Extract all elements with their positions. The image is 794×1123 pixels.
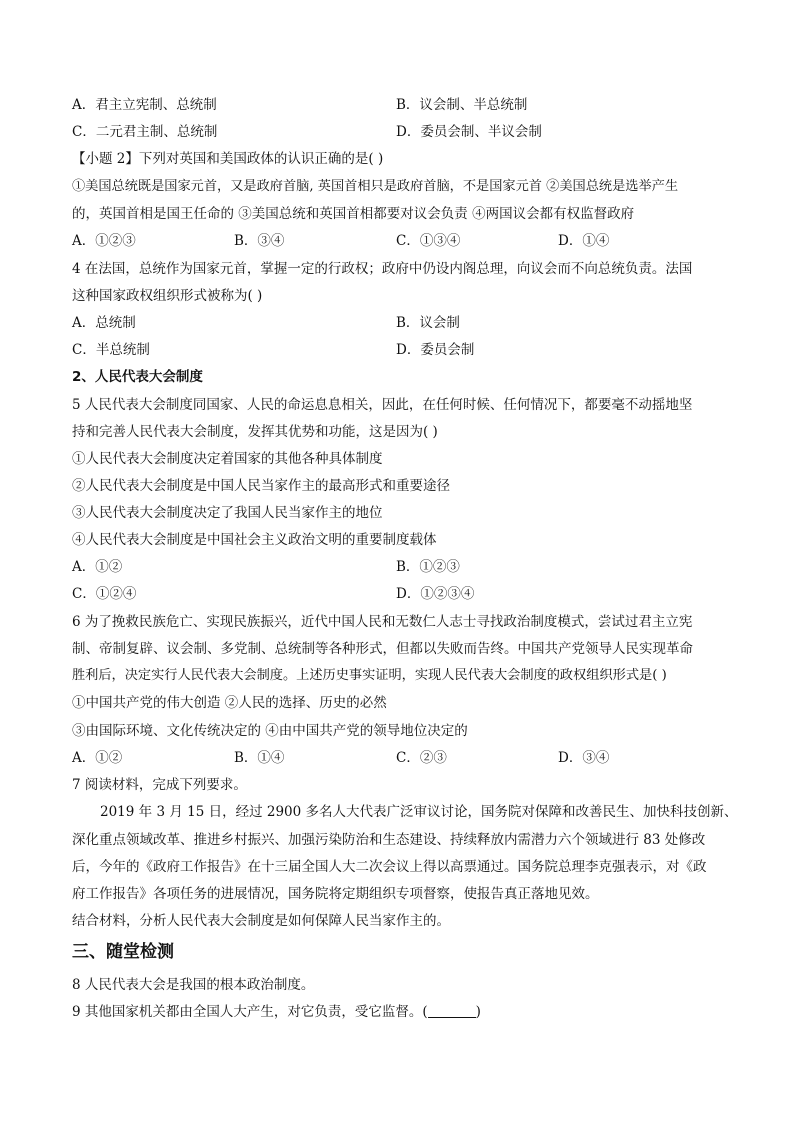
q4-option-b[interactable]: B．议会制 — [396, 315, 460, 331]
q9-answer-blank[interactable] — [428, 1004, 476, 1018]
q9-close-paren: ) — [475, 1004, 481, 1020]
q5-statement: ③人民代表大会制度决定了我国人民当家作主的地位 — [72, 505, 383, 521]
q7-requirement: 结合材料，分析人民代表大会制度是如何保障人民当家作主的。 — [72, 913, 450, 929]
q3b-option-d[interactable]: D．①④ — [558, 233, 610, 249]
q3b-statement-line: ①美国总统既是国家元首，又是政府首脑, 英国首相只是政府首脑，不是国家元首 ②美国总统是选举产生 — [72, 179, 679, 194]
q7-material-line: 府工作报告》各项任务的进展情况，国务院将定期组织专项督察，使报告真正落地见效。 — [72, 886, 599, 902]
q3b-stem: 【小题 2】下列对英国和美国政体的认识正确的是( ) — [72, 151, 384, 167]
q8-statement: 8 人民代表大会是我国的根本政治制度。 — [72, 977, 315, 993]
q6-statement: ③由国际环境、文化传统决定的 ④由中国共产党的领导地位决定的 — [72, 723, 468, 739]
q4-option-c[interactable]: C．半总统制 — [72, 342, 150, 358]
q7-material-line: 深化重点领域改革、推进乡村振兴、加强污染防治和生态建设、持续释放内需潜力六个领域进行 83 处修改 — [72, 832, 706, 848]
q4-stem-line: 这种国家政权组织形式被称为( ) — [72, 288, 263, 304]
q3a-option-c[interactable]: C．二元君主制、总统制 — [72, 124, 218, 140]
q7-stem: 7 阅读材料，完成下列要求。 — [72, 777, 247, 793]
q6-statement: ①中国共产党的伟大创造 ②人民的选择、历史的必然 — [72, 695, 387, 711]
q5-option-b[interactable]: B．①②③ — [396, 559, 460, 575]
q4-option-d[interactable]: D．委员会制 — [396, 342, 475, 358]
q7-material-line: 后，今年的《政府工作报告》在十三届全国人大二次会议上得以高票通过。国务院总理李克强表示，对《政 — [72, 859, 707, 875]
q9-statement — [72, 1003, 481, 1021]
q5-statement: ④人民代表大会制度是中国社会主义政治文明的重要制度载体 — [72, 532, 437, 548]
q3a-option-b[interactable]: B．议会制、半总统制 — [396, 97, 528, 113]
q6-option-c[interactable]: C．②③ — [396, 750, 447, 766]
q6-stem-line: 胜利后，决定实行人民代表大会制度。上述历史事实证明，实现人民代表大会制度的政权组织形式是( ) — [72, 668, 667, 683]
q5-stem-line: 持和完善人民代表大会制度，发挥其优势和功能，这是因为( ) — [72, 424, 438, 440]
q3b-statement-line: 的，英国首相是国王任命的 ③美国总统和英国首相都要对议会负责 ④两国议会都有权监督政府 — [72, 206, 635, 222]
section-heading: 三、随堂检测 — [72, 942, 174, 962]
q6-option-a[interactable]: A．①② — [72, 750, 123, 766]
q7-material-line: 2019 年 3 月 15 日，经过 2900 多名人大代表广泛审议讨论，国务院对保障和改善民生、加快科技创新、 — [100, 804, 738, 820]
q3a-option-d[interactable]: D．委员会制、半议会制 — [396, 124, 542, 140]
q5-stem-line: 5 人民代表大会制度同国家、人民的命运息息相关，因此，在任何时候、任何情况下，都要毫不动摇地坚 — [72, 397, 693, 413]
q5-option-c[interactable]: C．①②④ — [72, 586, 137, 602]
q3b-option-a[interactable]: A．①②③ — [72, 233, 136, 249]
q4-option-a[interactable]: A．总统制 — [72, 315, 136, 331]
q6-stem-line: 6 为了挽救民族危亡、实现民族振兴，近代中国人民和无数仁人志士寻找政治制度模式，尝试过君主立宪 — [72, 614, 693, 630]
q4-stem-line: 4 在法国，总统作为国家元首，掌握一定的行政权；政府中仍设内阁总理，向议会而不向总统负责。法国 — [72, 261, 693, 277]
q6-stem-line: 制、帝制复辟、议会制、多党制、总统制等各种形式，但都以失败而告终。中国共产党领导人民实现革命 — [72, 641, 693, 657]
q5-statement: ①人民代表大会制度决定着国家的其他各种具体制度 — [72, 451, 383, 467]
q5-option-a[interactable]: A．①② — [72, 559, 123, 575]
q6-option-b[interactable]: B．①④ — [234, 750, 285, 766]
q3b-option-b[interactable]: B．③④ — [234, 233, 285, 249]
q5-option-d[interactable]: D．①②③④ — [396, 586, 475, 602]
q5-statement: ②人民代表大会制度是中国人民当家作主的最高形式和重要途径 — [72, 478, 450, 494]
q3a-option-a[interactable]: A．君主立宪制、总统制 — [72, 97, 217, 113]
section-heading: 2、人民代表大会制度 — [72, 369, 203, 385]
q6-option-d[interactable]: D．③④ — [558, 750, 610, 766]
q9-text: 9 其他国家机关都由全国人大产生，对它负责，受它监督。( — [72, 1004, 428, 1020]
q3b-option-c[interactable]: C．①③④ — [396, 233, 461, 249]
